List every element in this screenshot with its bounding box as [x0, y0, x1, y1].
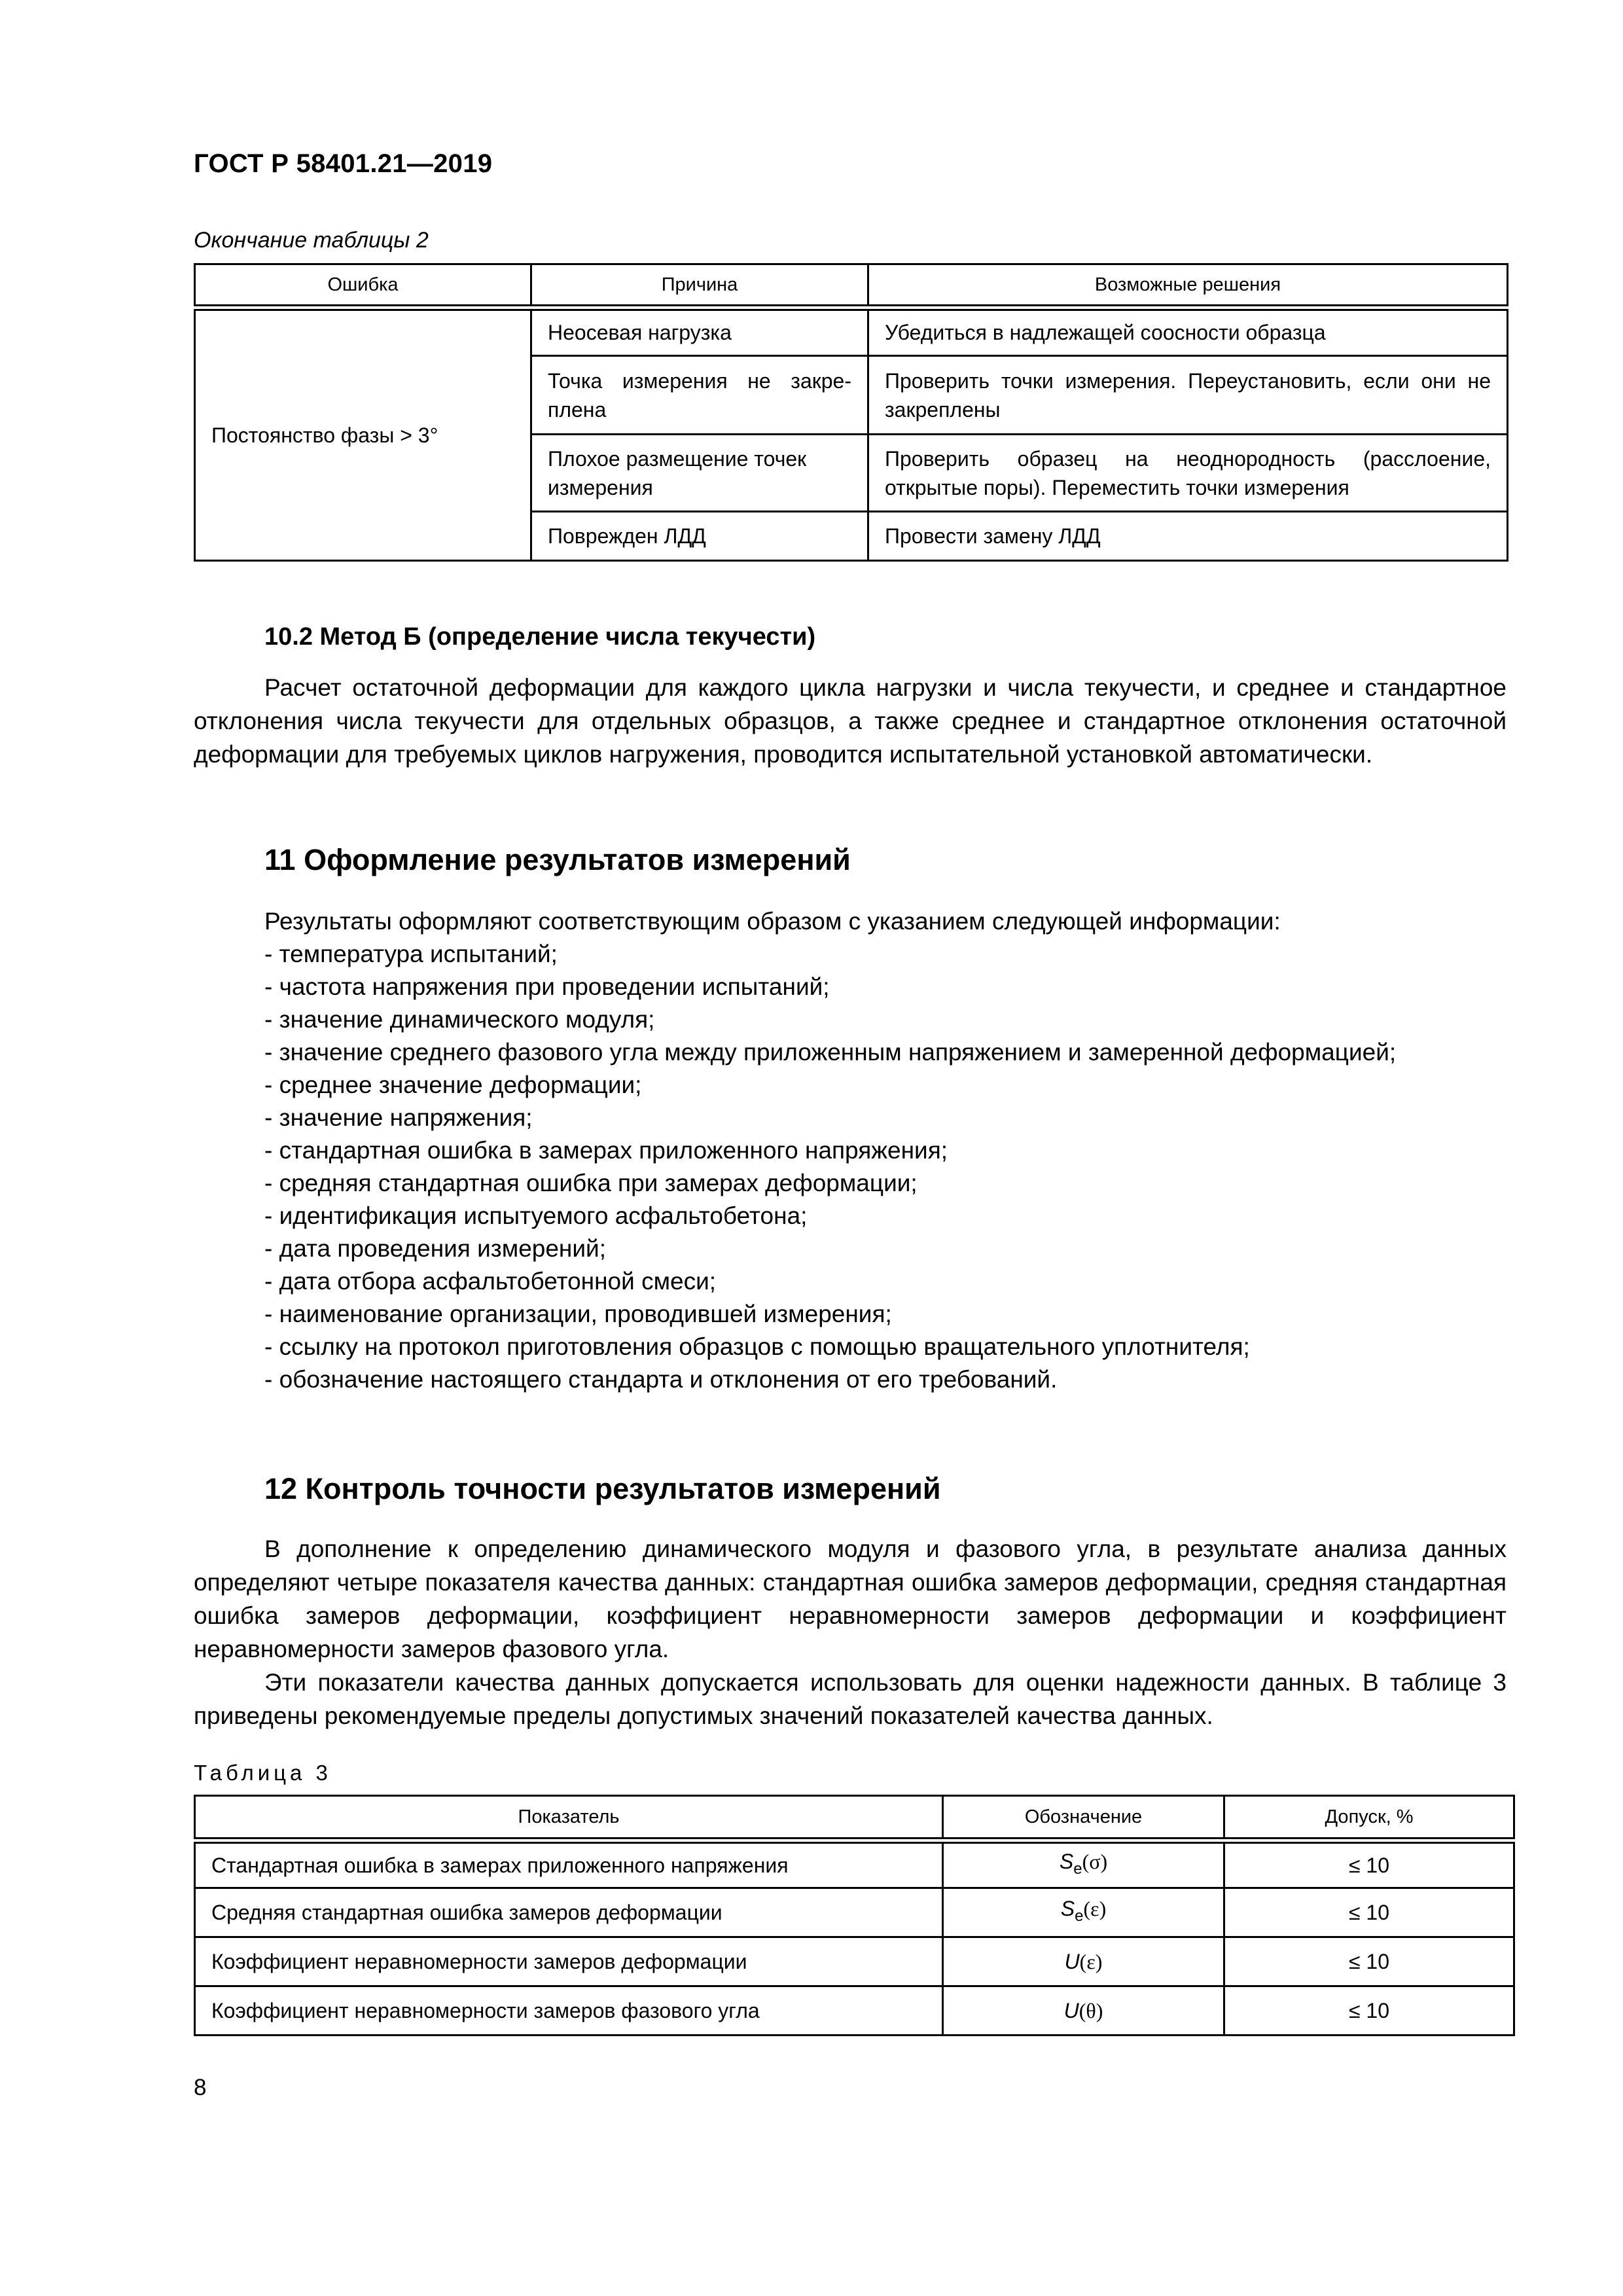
column-header-symbol: Обозначение [943, 1796, 1224, 1840]
list-item: - ссылку на протокол приготовления образцов с помощью вращательного уплотнителя; [264, 1333, 1250, 1360]
list-item: - значение напряжения; [264, 1104, 533, 1131]
symbol-main: U [1063, 1999, 1079, 2022]
solution-cell: Провести замену ЛДД [868, 512, 1508, 561]
section-12-paragraph-2 [194, 1666, 1507, 1732]
table-row [195, 1888, 1514, 1937]
cause-cell: Поврежден ЛДД [531, 512, 868, 561]
cause-cell: Плохое размещение точек измерения [531, 435, 868, 512]
table-row [195, 1840, 1514, 1888]
list-item: - стандартная ошибка в замерах приложенного напряжения; [264, 1137, 948, 1164]
solution-cell: Проверить точки измерения. Переустановить, если они не закреплены [868, 356, 1508, 435]
symbol-main: S [1059, 1849, 1074, 1873]
list-item: - идентификация испытуемого асфальтобетона; [264, 1202, 808, 1229]
section-10-2-text: Расчет остаточной деформации для каждого цикла нагрузки и числа текучести, и среднее и стандартное отклонения числа текучести для отдельных образцов, а также среднее и стандартное отклонения остаточной деформации для требуемых циклов нагружения, проводится испытательной установкой автоматически. [194, 674, 1507, 768]
table-2-errors [194, 263, 1508, 562]
column-header-solutions: Возможные решения [868, 264, 1508, 308]
symbol-main: U [1064, 1950, 1080, 1973]
indicator-cell: Стандартная ошибка в замерах приложенного напряжения [195, 1840, 943, 1888]
column-header-tolerance: Допуск, % [1224, 1796, 1514, 1840]
tolerance-cell: ≤ 10 [1224, 1888, 1514, 1937]
tolerance-cell: ≤ 10 [1224, 1840, 1514, 1888]
table-row [195, 308, 1508, 356]
table-row [195, 1937, 1514, 1986]
table3-caption: Таблица 3 [194, 1761, 332, 1785]
symbol-subscript: e [1075, 1907, 1084, 1925]
section-12-heading: 12 Контроль точности результатов измерений [264, 1472, 941, 1505]
column-header-indicator: Показатель [195, 1796, 943, 1840]
solution-cell: Проверить образец на неоднородность (расслоение, открытые поры). Переместить точки измерения [868, 435, 1508, 512]
list-item: - среднее значение деформации; [264, 1071, 642, 1098]
list-item: - значение динамического модуля; [264, 1006, 655, 1033]
symbol-subscript: e [1073, 1859, 1082, 1878]
table-3-quality-indicators [194, 1795, 1515, 2036]
error-cell: Постоянство фазы > 3° [195, 308, 531, 561]
cause-cell: Неосевая нагрузка [531, 308, 868, 356]
symbol-cell [943, 1888, 1224, 1937]
section-11-intro: Результаты оформляют соответствующим образом с указанием следующей информации: [264, 908, 1281, 935]
tolerance-cell: ≤ 10 [1224, 1986, 1514, 2036]
symbol-argument: (ε) [1083, 1897, 1107, 1920]
solution-cell: Убедиться в надлежащей соосности образца [868, 308, 1508, 356]
section-11-heading: 11 Оформление результатов измерений [264, 843, 851, 876]
column-header-cause: Причина [531, 264, 868, 308]
table-row [195, 1986, 1514, 2036]
section-12-text-2: Эти показатели качества данных допускается использовать для оценки надежности данных. В таблице 3 приведены рекомендуемые пределы допустимых значений показателей качества данных. [194, 1669, 1507, 1729]
symbol-cell [943, 1840, 1224, 1888]
list-item: - наименование организации, проводившей измерения; [264, 1300, 892, 1327]
column-header-error: Ошибка [195, 264, 531, 308]
section-11-list [194, 905, 1507, 1396]
symbol-argument: (θ) [1079, 1999, 1103, 2022]
symbol-argument: (σ) [1082, 1849, 1108, 1873]
symbol-main: S [1060, 1897, 1075, 1920]
tolerance-cell: ≤ 10 [1224, 1937, 1514, 1986]
list-item: - средняя стандартная ошибка при замерах деформации; [264, 1170, 918, 1196]
section-10-2-heading: 10.2 Метод Б (определение числа текучести) [264, 623, 816, 651]
symbol-cell [943, 1937, 1224, 1986]
section-12-text-1: В дополнение к определению динамического модуля и фазового угла, в результате анализа данных определяют четыре показателя качества данных: стандартная ошибка замеров деформации, средняя стандартная ошибка замеров деформации, коэффициент неравномерности замеров деформации и коэффициент неравномерности замеров фазового угла. [194, 1535, 1507, 1662]
indicator-cell: Коэффициент неравномерности замеров деформации [195, 1937, 943, 1986]
document-code-header: ГОСТ Р 58401.21—2019 [194, 149, 493, 178]
cause-cell: Точка измерения не закре-плена [531, 356, 868, 435]
list-item: - обозначение настоящего стандарта и отклонения от его требований. [264, 1366, 1058, 1393]
indicator-cell: Средняя стандартная ошибка замеров деформации [195, 1888, 943, 1937]
list-item: - дата проведения измерений; [264, 1235, 606, 1262]
section-10-2-paragraph [194, 671, 1507, 771]
page-number: 8 [194, 2075, 207, 2100]
list-item: - частота напряжения при проведении испытаний; [264, 973, 830, 1000]
table2-continuation-caption: Окончание таблицы 2 [194, 228, 429, 253]
symbol-argument: (ε) [1079, 1950, 1103, 1973]
list-item: - значение среднего фазового угла между приложенным напряжением и замеренной деформацией; [264, 1039, 1397, 1066]
indicator-cell: Коэффициент неравномерности замеров фазового угла [195, 1986, 943, 2036]
symbol-cell [943, 1986, 1224, 2036]
list-item: - дата отбора асфальтобетонной смеси; [264, 1268, 717, 1295]
list-item: - температура испытаний; [264, 941, 558, 967]
section-12-paragraph-1 [194, 1532, 1507, 1666]
